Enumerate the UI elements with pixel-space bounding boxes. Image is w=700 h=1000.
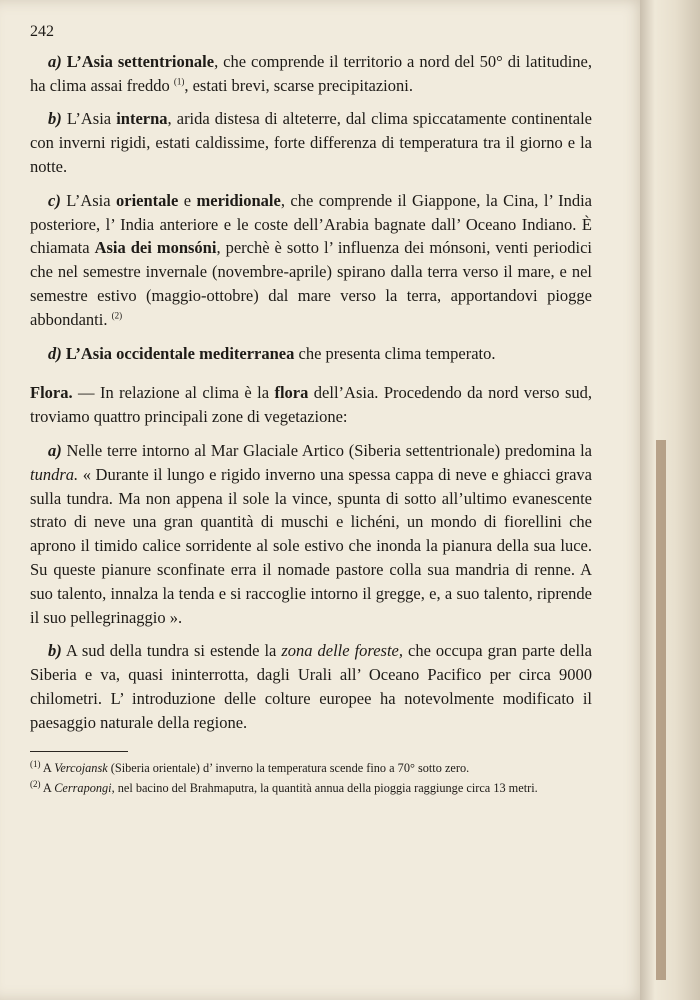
paragraph-text: Nelle terre intorno al Mar Glaciale Artico (Siberia settentrionale) predomina la — [66, 440, 593, 460]
footnotes — [30, 760, 592, 797]
footnote — [30, 760, 592, 777]
flora-text: — In relazione al clima è la — [72, 383, 275, 403]
flora-intro — [30, 381, 592, 429]
page-number: 242 — [30, 23, 54, 40]
flora-items — [30, 439, 592, 735]
page-content — [30, 20, 592, 801]
paragraph-text: , arida distesa di alteterre, dal clima spiccatamente continentale con inverni rigidi, estati caldissime, forte differenza di temperatura tra il giorno e la notte. — [30, 109, 592, 176]
paragraph-label: a) — [48, 51, 62, 71]
paragraph-text: , estati brevi, scarse precipitazioni. — [184, 75, 413, 95]
footnote-text: A — [42, 760, 55, 775]
climate-paragraph — [30, 107, 592, 178]
climate-paragraph — [30, 50, 592, 98]
footnote-place: Vercojansk — [54, 760, 108, 775]
page-edge-stain — [656, 440, 666, 980]
footnote-place: Cerrapongi — [54, 781, 112, 796]
paragraph-text: L’Asia settentrionale — [66, 51, 215, 71]
flora-text-2: dell’Asia. Procedendo da nord verso sud, troviamo quattro principali zone di vegetazione: — [30, 383, 592, 427]
paragraph-text: interna — [116, 109, 168, 129]
paragraph-label: b) — [48, 641, 62, 661]
paragraph-text: , perchè è sotto l’ influenza dei mónsoni, venti periodici che nel semestre invernale (novembre-aprile) spirano dalla terra verso il mare, e nel semestre estivo (maggio-ottobre) dal mare verso la terra, apportandovi piogge abbondanti. — [30, 238, 593, 329]
paragraph-text: « Durante il lungo e rigido inverno una spessa cappa di neve e ghiacci grava sulla tundra. Ma non appena il sole la vince, spunta di sotto all’ultimo evanescente strato di neve una gran quantità di muschi e lichéni, un mondo di fiorellini che aprono il timido calice sorridente al sole estivo che inonda la pianura della sua luce. Su queste pianure sconfinate erra il nomade pastore colla sua mandria di renne. A suo talento, innalza la tenda e si raccoglie intorno il gregge, e, a suo talento, riprende il suo pellegrinaggio ». — [30, 464, 592, 627]
footnote — [30, 780, 592, 797]
flora-heading: Flora. — [30, 383, 73, 403]
footnote-text: , nel bacino del Brahmaputra, la quantità annua della pioggia raggiunge circa 13 metri. — [111, 781, 538, 796]
footnote-text: A — [42, 781, 55, 796]
climate-paragraph — [30, 342, 592, 366]
flora-paragraph — [30, 439, 592, 629]
paragraph-label: a) — [48, 440, 62, 460]
paragraph-text: L’Asia occidentale mediterranea — [65, 343, 295, 363]
paragraph-text: che occupa gran parte della Siberia e va, quasi ininterrotta, dagli Urali all’ Oceano Pacifico per circa 9000 chilometri. L’ introduzione delle colture europee ha notevolmente modificato il paesaggio naturale della regione. — [30, 641, 592, 732]
footnote-number: (1) — [30, 758, 41, 769]
paragraph-text: Asia dei monsóni — [94, 238, 217, 258]
paragraph-text: L’Asia — [66, 109, 117, 129]
footnote-divider — [30, 751, 128, 752]
paragraph-text: , che comprende il Giappone, la Cina, l’ India posteriore, l’ India anteriore e le coste dell’Arabia bagnate dall’ Oceano Indiano. È chiamata — [30, 190, 593, 258]
paragraph-text: tundra. — [30, 464, 79, 484]
paragraph-label: d) — [48, 343, 62, 363]
climate-section — [30, 50, 592, 366]
footnote-ref: (1) — [173, 76, 185, 87]
paragraph-label: b) — [48, 109, 62, 129]
footnote-ref: (2) — [111, 310, 123, 321]
paragraph-text: zona delle foreste, — [281, 641, 404, 661]
paragraph-text: L’Asia — [66, 190, 117, 210]
flora-bold-word: flora — [274, 383, 309, 403]
paragraph-text: orientale — [116, 190, 179, 210]
climate-paragraph — [30, 189, 592, 332]
paragraph-label: c) — [48, 190, 61, 210]
page-edge — [640, 0, 700, 1000]
paragraph-text: che presenta clima temperato. — [294, 343, 496, 363]
footnote-number: (2) — [30, 779, 41, 790]
paragraph-text: A sud della tundra si estende la — [65, 641, 282, 661]
footnote-text: (Siberia orientale) d’ inverno la temperatura scende fino a 70° sotto zero. — [107, 760, 470, 775]
flora-paragraph — [30, 639, 592, 734]
paragraph-text: meridionale — [196, 190, 281, 210]
paragraph-text: , che comprende il territorio a nord del 50° di latitudine, ha clima assai freddo — [30, 51, 592, 95]
paragraph-text: e — [178, 190, 197, 210]
